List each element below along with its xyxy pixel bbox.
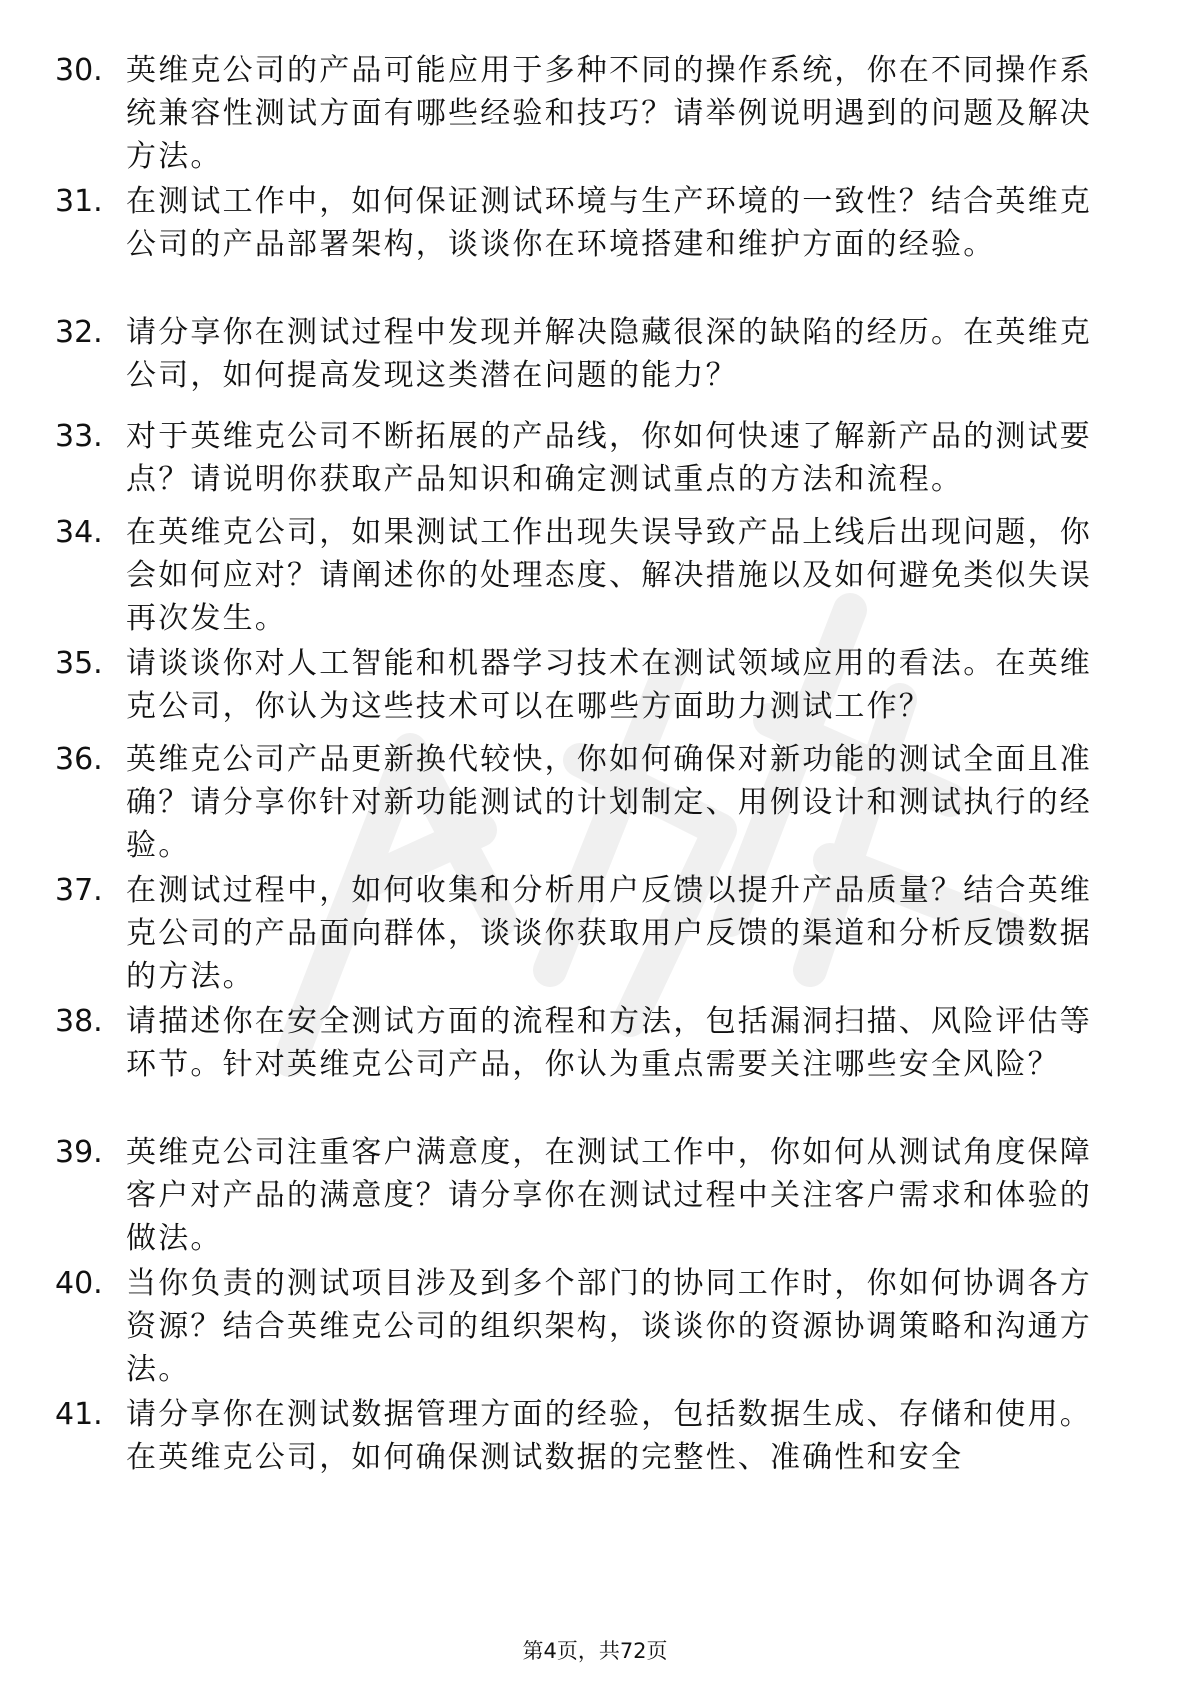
question-text: 在测试工作中，如何保证测试环境与生产环境的一致性？结合英维克公司的产品部署架构，谈谈你在环境搭建和维护方面的经验。 bbox=[126, 184, 1092, 262]
question-text: 英维克公司产品更新换代较快，你如何确保对新功能的测试全面且准确？请分享你针对新功能测试的计划制定、用例设计和测试执行的经验。 bbox=[126, 742, 1092, 863]
question-number: 36. bbox=[55, 742, 103, 777]
question-number: 32. bbox=[55, 315, 103, 350]
question-number: 37. bbox=[55, 873, 103, 908]
question-text: 请分享你在测试过程中发现并解决隐藏很深的缺陷的经历。在英维克公司，如何提高发现这类潜在问题的能力？ bbox=[126, 315, 1092, 393]
question-text: 英维克公司注重客户满意度，在测试工作中，你如何从测试角度保障客户对产品的满意度？请分享你在测试过程中关注客户需求和体验的做法。 bbox=[126, 1135, 1092, 1256]
question-text: 当你负责的测试项目涉及到多个部门的协同工作时，你如何协调各方资源？结合英维克公司的组织架构，谈谈你的资源协调策略和沟通方法。 bbox=[126, 1266, 1092, 1387]
question-text: 请分享你在测试数据管理方面的经验，包括数据生成、存储和使用。在英维克公司，如何确保测试数据的完整性、准确性和安全 bbox=[126, 1397, 1092, 1475]
question-number: 33. bbox=[55, 419, 103, 454]
question-number: 31. bbox=[55, 184, 103, 219]
question-text: 英维克公司的产品可能应用于多种不同的操作系统，你在不同操作系统兼容性测试方面有哪些经验和技巧？请举例说明遇到的问题及解决方法。 bbox=[126, 53, 1092, 174]
question-number: 30. bbox=[55, 53, 103, 88]
question-text: 在英维克公司，如果测试工作出现失误导致产品上线后出现问题，你会如何应对？请阐述你的处理态度、解决措施以及如何避免类似失误再次发生。 bbox=[126, 515, 1092, 636]
question-number: 38. bbox=[55, 1004, 103, 1039]
page-footer bbox=[0, 1636, 1190, 1666]
page-number: 第4页，共72页 bbox=[522, 1639, 668, 1663]
question-text: 请描述你在安全测试方面的流程和方法，包括漏洞扫描、风险评估等环节。针对英维克公司产品，你认为重点需要关注哪些安全风险？ bbox=[126, 1004, 1092, 1082]
question-number: 35. bbox=[55, 646, 103, 681]
question-text: 请谈谈你对人工智能和机器学习技术在测试领域应用的看法。在英维克公司，你认为这些技术可以在哪些方面助力测试工作？ bbox=[126, 646, 1092, 724]
question-text: 对于英维克公司不断拓展的产品线，你如何快速了解新产品的测试要点？请说明你获取产品知识和确定测试重点的方法和流程。 bbox=[126, 419, 1092, 497]
question-number: 40. bbox=[55, 1266, 103, 1301]
question-number: 39. bbox=[55, 1135, 103, 1170]
question-text: 在测试过程中，如何收集和分析用户反馈以提升产品质量？结合英维克公司的产品面向群体，谈谈你获取用户反馈的渠道和分析反馈数据的方法。 bbox=[126, 873, 1092, 994]
question-number: 41. bbox=[55, 1397, 103, 1432]
question-number: 34. bbox=[55, 515, 103, 550]
